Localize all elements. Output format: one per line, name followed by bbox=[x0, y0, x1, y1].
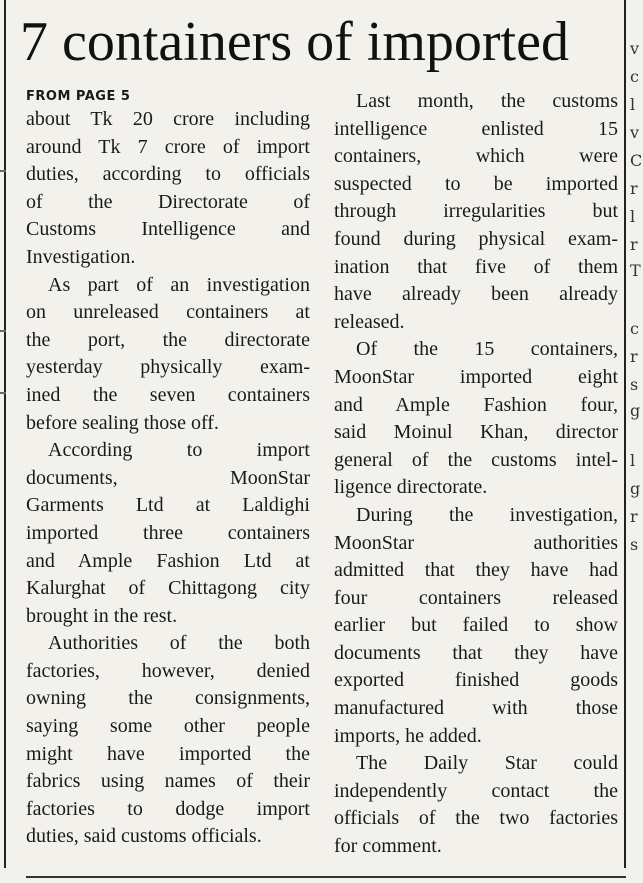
article-line: MoonStar imported eight bbox=[334, 365, 618, 388]
article-line: Of the 15 containers, bbox=[356, 338, 618, 361]
article-line: manufactured with those bbox=[334, 697, 618, 720]
article-line: earlier but failed to show bbox=[334, 614, 618, 637]
article-line: about Tk 20 crore including bbox=[26, 108, 310, 130]
article-line: brought in the rest. bbox=[26, 604, 178, 627]
adjacent-article-fragment bbox=[628, 0, 643, 868]
article-line: on unreleased containers at bbox=[26, 301, 310, 324]
article-line: As part of an investigation bbox=[48, 273, 310, 296]
article-column-2 bbox=[334, 88, 618, 861]
article-line: factories, however, denied bbox=[26, 659, 310, 682]
article-line: duties, according to officials bbox=[26, 163, 310, 186]
article-line: Garments Ltd at Laldighi bbox=[26, 494, 310, 517]
article-line: MoonStar authorities bbox=[334, 531, 618, 554]
article-line: found during physical exam- bbox=[334, 227, 618, 250]
article-line: Kalurghat of Chittagong city bbox=[26, 577, 310, 600]
article-line: officials of the two factories bbox=[334, 807, 618, 830]
right-column-rule bbox=[624, 0, 626, 868]
article-line: independently contact the bbox=[334, 779, 618, 802]
article-line: admitted that they have had bbox=[334, 559, 618, 582]
article-line: saying some other people bbox=[26, 715, 310, 738]
fragment-letter: s bbox=[630, 535, 639, 554]
article-line: of the Directorate of bbox=[26, 190, 310, 213]
article-line: for comment. bbox=[334, 835, 442, 858]
article-column-1 bbox=[26, 88, 310, 851]
article-line: imported three containers bbox=[26, 521, 310, 544]
article-line: Authorities of the both bbox=[48, 632, 310, 655]
article-line: yesterday physically exam- bbox=[26, 356, 310, 379]
fragment-letter: v bbox=[630, 39, 640, 58]
article-line: ligence directorate. bbox=[334, 476, 488, 499]
article-line: During the investigation, bbox=[356, 503, 618, 526]
article-line: documents, MoonStar bbox=[26, 466, 310, 489]
article-line: around Tk 7 crore of import bbox=[26, 135, 310, 158]
article-line: duties, said customs officials. bbox=[26, 825, 262, 848]
article-line: and Ample Fashion four, bbox=[334, 393, 618, 416]
headline: 7 containers of imported bbox=[20, 11, 569, 73]
article-line: Last month, the customs bbox=[356, 90, 618, 112]
article-line: four containers released bbox=[334, 586, 618, 609]
fragment-letter: T bbox=[630, 261, 641, 280]
fragment-letter: r bbox=[630, 347, 638, 366]
article-line: before sealing those off. bbox=[26, 411, 219, 434]
article-line: and Ample Fashion Ltd at bbox=[26, 549, 310, 572]
article-line: Investigation. bbox=[26, 245, 136, 268]
article-line: through irregularities but bbox=[334, 200, 618, 223]
article-line: factories to dodge import bbox=[26, 797, 310, 820]
fragment-letter: l bbox=[630, 207, 636, 226]
article-line: ination that five of them bbox=[334, 255, 618, 278]
article-line: said Moinul Khan, director bbox=[334, 421, 618, 444]
article-line: general of the customs intel- bbox=[334, 448, 618, 471]
fragment-letter: r bbox=[630, 235, 638, 254]
fragment-letter: c bbox=[630, 319, 639, 338]
article-line: released. bbox=[334, 310, 405, 333]
fragment-letter: r bbox=[630, 507, 638, 526]
fragment-letter: g bbox=[630, 479, 641, 498]
article-line: exported finished goods bbox=[334, 669, 618, 692]
article-line: ined the seven containers bbox=[26, 383, 310, 406]
bottom-rule bbox=[26, 876, 626, 878]
fragment-letter: g bbox=[630, 401, 641, 420]
article-line: suspected to be imported bbox=[334, 172, 618, 195]
continuation-kicker: FROM PAGE 5 bbox=[26, 89, 131, 104]
fragment-letter: c bbox=[630, 67, 639, 86]
left-edge-marks bbox=[0, 0, 6, 868]
article-line: the port, the directorate bbox=[26, 328, 310, 351]
article-line: fabrics using names of their bbox=[26, 770, 310, 793]
fragment-letter: v bbox=[630, 123, 640, 142]
fragment-letter: s bbox=[630, 375, 639, 394]
article-line: The Daily Star could bbox=[356, 752, 618, 775]
article-line: owning the consignments, bbox=[26, 687, 310, 710]
fragment-letter: C bbox=[630, 151, 643, 170]
article-line: have already been already bbox=[334, 283, 618, 306]
article-line: intelligence enlisted 15 bbox=[334, 117, 618, 140]
article-line: imports, he added. bbox=[334, 724, 482, 747]
article-line: documents that they have bbox=[334, 641, 618, 664]
fragment-letter: l bbox=[630, 95, 636, 114]
article-line: Customs Intelligence and bbox=[26, 218, 310, 241]
article-line: containers, which were bbox=[334, 145, 618, 168]
article-line: might have imported the bbox=[26, 742, 310, 765]
article-line: According to import bbox=[48, 439, 310, 462]
fragment-letter: l bbox=[630, 451, 636, 470]
fragment-letter: r bbox=[630, 179, 638, 198]
